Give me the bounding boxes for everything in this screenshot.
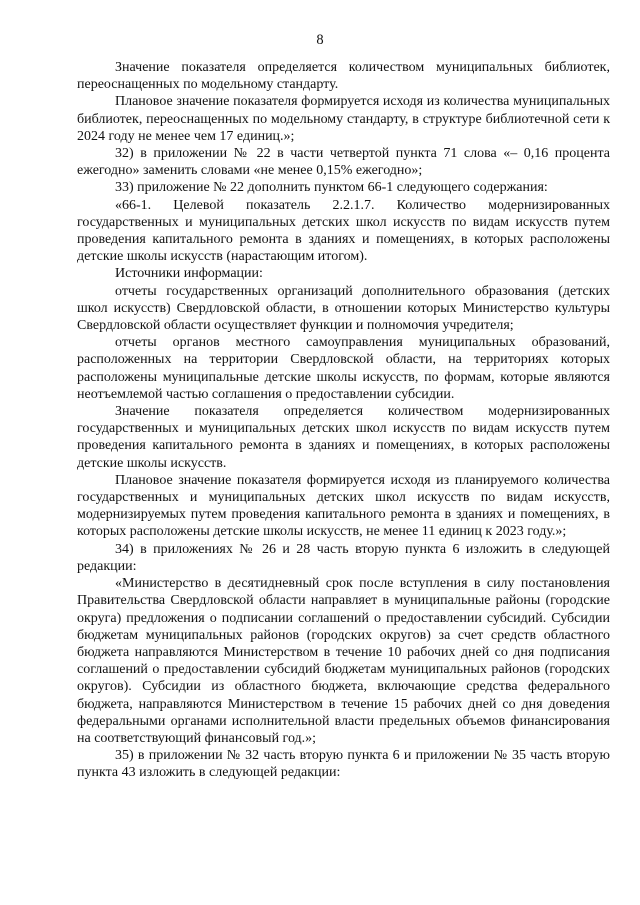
paragraph: отчеты государственных организаций дополнительного образования (детских школ искусств) Свердловской области, в отношении которых Министерство культуры Свердловской области осуществляет функции и полномочия учредителя;: [77, 283, 610, 334]
paragraph: «Министерство в десятидневный срок после вступления в силу постановления Правительства Свердловской области направляет в муниципальные районы (городские округа) предложения о подписании соглашений о предоставлении субсидий. Субсидии бюджетам муниципальных районов (городских округов) за счет средств областного бюджета направляются Министерством в течение 10 рабочих дней со дня подписания соглашений о предоставлении субсидий бюджетам муниципальных районов (городских округов). Субсидии из областного бюджета, включающие средства федерального бюджета, направляются Министерством в течение 15 рабочих дней со дня доведения федеральными органами исполнительной власти предельных объемов финансирования на соответствующий финансовый год.»;: [77, 576, 610, 746]
paragraph: Плановое значение показателя формируется исходя из количества муниципальных библиотек, переоснащенных по модельному стандарту, в структуре библиотечной сети к 2024 году не менее чем 17 единиц.»;: [77, 94, 610, 144]
paragraph: 35) в приложении № 32 часть вторую пункта 6 и приложении № 35 часть вторую пункта 43 изложить в следующей редакции:: [77, 748, 610, 781]
page-number: 8: [316, 32, 324, 48]
paragraph: Значение показателя определяется количеством муниципальных библиотек, переоснащенных по модельному стандарту.: [77, 60, 610, 93]
paragraph: 34) в приложениях № 26 и 28 часть вторую пункта 6 изложить в следующей редакции:: [77, 541, 610, 574]
paragraph: 32) в приложении № 22 в части четвертой пункта 71 слова «– 0,16 процента ежегодно» заменить словами «не менее 0,15% ежегодно»;: [77, 146, 610, 179]
paragraph: Значение показателя определяется количеством модернизированных государственных и муниципальных детских школ искусств по видам искусств путем проведения капитального ремонта в зданиях и помещениях, в которых расположены детские школы искусств.: [77, 404, 610, 471]
paragraph: Плановое значение показателя формируется исходя из планируемого количества государственных и муниципальных детских школ искусств по видам искусств, модернизируемых путем проведения капитального ремонта в зданиях и помещениях, в которых расположены детские школы искусств, не менее 11 единиц к 2023 году.»;: [77, 472, 610, 540]
paragraph: отчеты органов местного самоуправления муниципальных образований, расположенных на территории Свердловской области, на территориях которых расположены муниципальные детские школы искусств, по формам, которые являются неотъемлемой частью соглашения о предоставлении субсидии.: [77, 335, 610, 402]
document-body: [77, 59, 610, 782]
paragraph: «66-1. Целевой показатель 2.2.1.7. Количество модернизированных государственных и муниципальных детских школ искусств по видам искусств путем проведения капитального ремонта в зданиях и помещениях, в которых расположены детские школы искусств (нарастающим итогом).: [77, 197, 610, 265]
paragraph: 33) приложение № 22 дополнить пунктом 66-1 следующего содержания:: [115, 180, 548, 196]
paragraph: Источники информации:: [115, 266, 263, 282]
